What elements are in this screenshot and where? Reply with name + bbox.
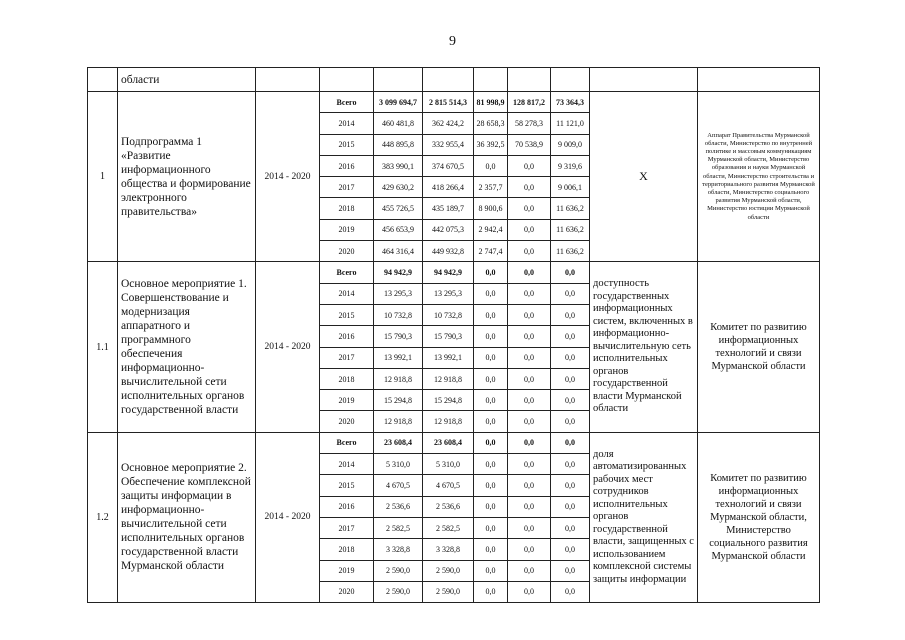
value-cell: 455 726,5	[374, 198, 423, 219]
continuation-row	[88, 68, 820, 92]
value-cell: 0,0	[551, 347, 590, 368]
year-cell: 2016	[320, 155, 374, 176]
value-cell: 0,0	[508, 432, 551, 453]
year-cell: 2018	[320, 198, 374, 219]
value-cell: 0,0	[508, 475, 551, 496]
year-cell: 2016	[320, 326, 374, 347]
value-cell: 70 538,9	[508, 134, 551, 155]
value-cell: 15 790,3	[374, 326, 423, 347]
value-cell: 418 266,4	[423, 177, 474, 198]
year-cell: 2018	[320, 539, 374, 560]
value-cell: 0,0	[508, 241, 551, 262]
value-cell: 8 900,6	[474, 198, 508, 219]
value-cell: 2 536,6	[374, 496, 423, 517]
value-cell: 13 295,3	[374, 283, 423, 304]
year-cell: 2017	[320, 347, 374, 368]
year-cell: 2020	[320, 411, 374, 432]
value-cell: 460 481,8	[374, 113, 423, 134]
executor: Комитет по развитию информационных технологий и связи Мурманской области	[698, 262, 820, 432]
year-cell: 2018	[320, 368, 374, 389]
value-cell: 0,0	[508, 581, 551, 602]
value-cell: 9 009,0	[551, 134, 590, 155]
value-cell: 0,0	[508, 368, 551, 389]
value-cell: 0,0	[551, 560, 590, 581]
table-row	[88, 432, 820, 453]
value-cell: 0,0	[474, 496, 508, 517]
value-cell: 3 328,8	[374, 539, 423, 560]
executor: Комитет по развитию информационных технологий и связи Мурманской области, Министерство социального развития Мурманской области	[698, 432, 820, 602]
value-cell: 13 992,1	[423, 347, 474, 368]
year-cell: 2017	[320, 517, 374, 538]
value-cell: 15 294,8	[423, 390, 474, 411]
value-cell: 0,0	[551, 283, 590, 304]
year-cell: 2019	[320, 560, 374, 581]
year-cell: 2014	[320, 454, 374, 475]
value-cell: 0,0	[508, 560, 551, 581]
value-cell: 0,0	[508, 326, 551, 347]
x-marker: Х	[590, 92, 698, 262]
value-cell: 10 732,8	[423, 304, 474, 325]
item-name: Основное мероприятие 1. Совершенствование и модернизация аппаратного и программного обеспечения информационно-вычислительной сети исполнительных органов государственной власти	[118, 262, 256, 432]
page-number: 9	[449, 34, 456, 49]
value-cell: 0,0	[551, 390, 590, 411]
value-cell: 0,0	[508, 219, 551, 240]
table-row	[88, 262, 820, 283]
value-cell: 2 747,4	[474, 241, 508, 262]
value-cell: 36 392,5	[474, 134, 508, 155]
value-cell: 0,0	[551, 539, 590, 560]
year-cell: 2020	[320, 241, 374, 262]
year-cell: 2015	[320, 475, 374, 496]
item-number: 1	[88, 92, 118, 262]
value-cell: 0,0	[474, 581, 508, 602]
value-cell: 15 294,8	[374, 390, 423, 411]
value-cell: 2 357,7	[474, 177, 508, 198]
value-cell: 332 955,4	[423, 134, 474, 155]
continuation-text: области	[118, 68, 256, 92]
value-cell: 0,0	[508, 496, 551, 517]
value-cell: 12 918,8	[374, 411, 423, 432]
value-cell: 0,0	[474, 304, 508, 325]
total-label: Всего	[320, 432, 374, 453]
value-cell: 0,0	[508, 304, 551, 325]
year-cell: 2019	[320, 219, 374, 240]
value-cell: 3 099 694,7	[374, 92, 423, 113]
value-cell: 94 942,9	[423, 262, 474, 283]
year-cell: 2015	[320, 134, 374, 155]
result-indicator: доля автоматизированных рабочих мест сотрудников исполнительных органов государственной власти, защищенных с использованием комплексной системы защиты информации	[590, 432, 698, 602]
value-cell: 0,0	[508, 411, 551, 432]
value-cell: 442 075,3	[423, 219, 474, 240]
value-cell: 0,0	[551, 262, 590, 283]
value-cell: 10 732,8	[374, 304, 423, 325]
year-cell: 2014	[320, 283, 374, 304]
year-cell: 2015	[320, 304, 374, 325]
value-cell: 28 658,3	[474, 113, 508, 134]
item-name: Основное мероприятие 2. Обеспечение комплексной защиты информации в информационно-вычислительной сети исполнительных органов государственной власти Мурманской области	[118, 432, 256, 602]
value-cell: 0,0	[474, 262, 508, 283]
value-cell: 23 608,4	[374, 432, 423, 453]
value-cell: 0,0	[508, 155, 551, 176]
value-cell: 58 278,3	[508, 113, 551, 134]
value-cell: 13 295,3	[423, 283, 474, 304]
executor: Аппарат Правительства Мурманской области, Министерство по внутренней политике и массовым коммуникациям Мурманской области, Министерство образования и науки Мурманской области, Министерство строительства и территориального развития Мурманской области, Министерство социального развития Мурманской области, Министерство юстиции Мурманской области	[698, 92, 820, 262]
value-cell: 12 918,8	[423, 368, 474, 389]
value-cell: 23 608,4	[423, 432, 474, 453]
value-cell: 2 590,0	[423, 581, 474, 602]
value-cell: 2 590,0	[423, 560, 474, 581]
value-cell: 456 653,9	[374, 219, 423, 240]
value-cell: 449 932,8	[423, 241, 474, 262]
value-cell: 0,0	[474, 432, 508, 453]
table-row	[88, 92, 820, 113]
value-cell: 0,0	[508, 454, 551, 475]
value-cell: 2 582,5	[374, 517, 423, 538]
value-cell: 0,0	[474, 390, 508, 411]
value-cell: 9 319,6	[551, 155, 590, 176]
value-cell: 0,0	[508, 198, 551, 219]
value-cell: 464 316,4	[374, 241, 423, 262]
value-cell: 0,0	[551, 581, 590, 602]
value-cell: 0,0	[474, 539, 508, 560]
value-cell: 94 942,9	[374, 262, 423, 283]
value-cell: 0,0	[474, 347, 508, 368]
value-cell: 0,0	[508, 262, 551, 283]
value-cell: 0,0	[474, 368, 508, 389]
value-cell: 15 790,3	[423, 326, 474, 347]
cell-num	[88, 68, 118, 92]
value-cell: 0,0	[551, 517, 590, 538]
value-cell: 0,0	[508, 517, 551, 538]
total-label: Всего	[320, 262, 374, 283]
value-cell: 0,0	[508, 177, 551, 198]
year-cell: 2019	[320, 390, 374, 411]
value-cell: 0,0	[508, 347, 551, 368]
value-cell: 11 121,0	[551, 113, 590, 134]
value-cell: 5 310,0	[423, 454, 474, 475]
value-cell: 0,0	[551, 326, 590, 347]
year-cell: 2017	[320, 177, 374, 198]
value-cell: 11 636,2	[551, 241, 590, 262]
value-cell: 0,0	[551, 432, 590, 453]
value-cell: 2 590,0	[374, 581, 423, 602]
value-cell: 0,0	[508, 539, 551, 560]
year-cell: 2020	[320, 581, 374, 602]
value-cell: 374 670,5	[423, 155, 474, 176]
value-cell: 2 942,4	[474, 219, 508, 240]
value-cell: 429 630,2	[374, 177, 423, 198]
value-cell: 0,0	[474, 560, 508, 581]
value-cell: 0,0	[474, 454, 508, 475]
value-cell: 0,0	[551, 475, 590, 496]
value-cell: 435 189,7	[423, 198, 474, 219]
value-cell: 0,0	[474, 283, 508, 304]
value-cell: 0,0	[551, 411, 590, 432]
value-cell: 0,0	[551, 368, 590, 389]
value-cell: 0,0	[474, 517, 508, 538]
value-cell: 11 636,2	[551, 219, 590, 240]
value-cell: 2 590,0	[374, 560, 423, 581]
value-cell: 11 636,2	[551, 198, 590, 219]
value-cell: 362 424,2	[423, 113, 474, 134]
value-cell: 0,0	[551, 496, 590, 517]
value-cell: 0,0	[474, 155, 508, 176]
value-cell: 0,0	[551, 304, 590, 325]
item-period: 2014 - 2020	[256, 432, 320, 602]
total-label: Всего	[320, 92, 374, 113]
value-cell: 9 006,1	[551, 177, 590, 198]
value-cell: 13 992,1	[374, 347, 423, 368]
value-cell: 2 815 514,3	[423, 92, 474, 113]
value-cell: 2 582,5	[423, 517, 474, 538]
value-cell: 12 918,8	[374, 368, 423, 389]
value-cell: 12 918,8	[423, 411, 474, 432]
year-cell: 2016	[320, 496, 374, 517]
item-name: Подпрограмма 1 «Развитие информационного общества и формирование электронного правительства»	[118, 92, 256, 262]
year-cell: 2014	[320, 113, 374, 134]
value-cell: 383 990,1	[374, 155, 423, 176]
value-cell: 3 328,8	[423, 539, 474, 560]
program-table	[87, 67, 820, 603]
value-cell: 81 998,9	[474, 92, 508, 113]
value-cell: 0,0	[474, 411, 508, 432]
item-period: 2014 - 2020	[256, 92, 320, 262]
item-number: 1.1	[88, 262, 118, 432]
result-indicator: доступность государственных информационных систем, включенных в информационно-вычислительную сеть исполнительных органов государственной власти Мурманской области	[590, 262, 698, 432]
value-cell: 4 670,5	[374, 475, 423, 496]
value-cell: 0,0	[474, 326, 508, 347]
item-period: 2014 - 2020	[256, 262, 320, 432]
value-cell: 73 364,3	[551, 92, 590, 113]
item-number: 1.2	[88, 432, 118, 602]
value-cell: 4 670,5	[423, 475, 474, 496]
value-cell: 0,0	[551, 454, 590, 475]
value-cell: 2 536,6	[423, 496, 474, 517]
value-cell: 0,0	[474, 475, 508, 496]
value-cell: 0,0	[508, 283, 551, 304]
value-cell: 0,0	[508, 390, 551, 411]
value-cell: 448 895,8	[374, 134, 423, 155]
value-cell: 128 817,2	[508, 92, 551, 113]
value-cell: 5 310,0	[374, 454, 423, 475]
